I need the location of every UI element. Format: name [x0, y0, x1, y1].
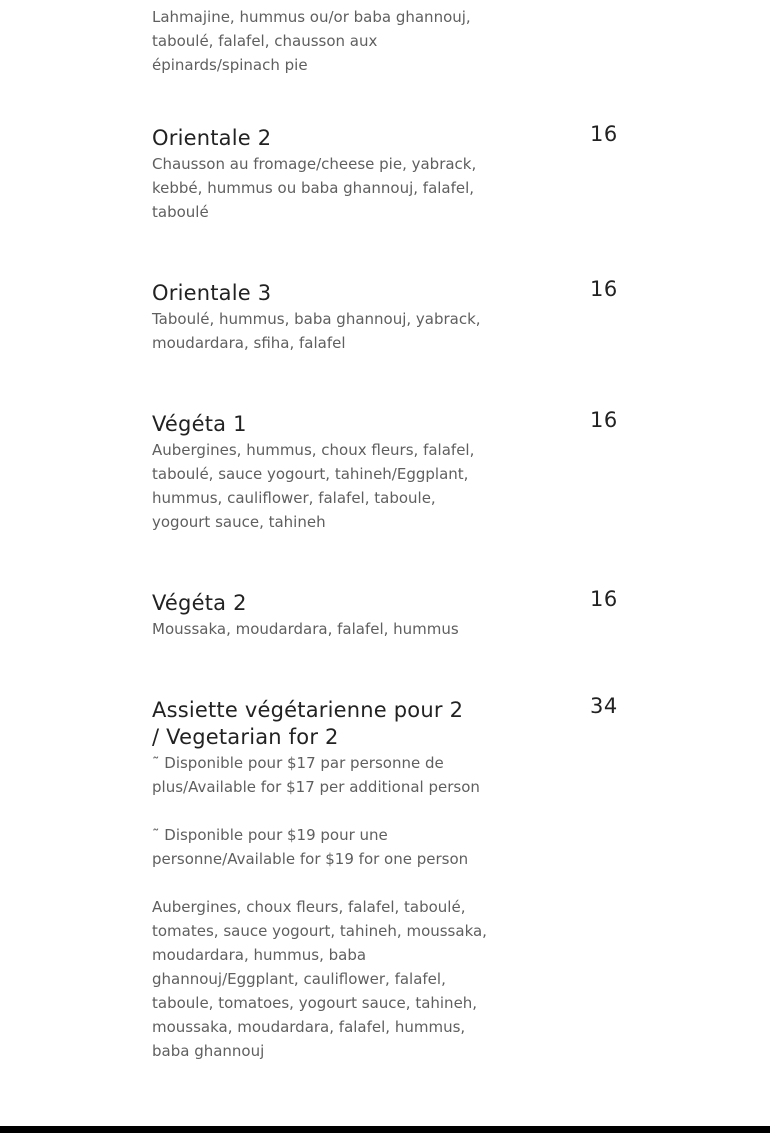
menu-item-description: Chausson au fromage/cheese pie, yabrack, kebbé, hummus ou baba ghannouj, falafel, taboulé: [152, 155, 477, 221]
menu-item-vegetarian-for-2: [152, 694, 622, 1063]
menu-item-description: Aubergines, choux fleurs, falafel, taboulé, tomates, sauce yogourt, tahineh, moussaka, moudardara, hummus, baba ghannouj/Eggplant, cauliflower, falafel, taboule, tomatoes, yogourt sauce, tahineh, moussaka, moudardara, falafel, hummus, baba ghannouj: [152, 898, 487, 1060]
menu-item-vegeta-2: [152, 587, 622, 641]
menu-item-price: 34: [590, 694, 618, 718]
menu-item-name: Orientale 3: [152, 281, 272, 305]
menu-item-name: Végéta 2: [152, 591, 247, 615]
menu-item-description: Lahmajine, hummus ou/or baba ghannouj, taboulé, falafel, chausson aux épinards/spinach pie: [152, 8, 471, 74]
menu-item-availability-note: ˜ Disponible pour $17 par personne de plus/Available for $17 per additional person: [152, 754, 480, 796]
menu-item-availability-note: ˜ Disponible pour $19 pour une personne/Available for $19 for one person: [152, 826, 469, 868]
menu-item-price: 16: [590, 122, 618, 146]
menu-item-price: 16: [590, 277, 618, 301]
footer-bar: [0, 1126, 770, 1133]
menu-item-orientale-2: [152, 122, 622, 224]
menu-item-vegeta-1: [152, 408, 622, 534]
menu-item-orientale-1: [152, 5, 622, 77]
menu-item-price: 16: [590, 587, 618, 611]
menu-item-price: 16: [590, 408, 618, 432]
menu-item-description: Aubergines, hummus, choux fleurs, falafel, taboulé, sauce yogourt, tahineh/Eggplant, hummus, cauliflower, falafel, taboule, yogourt sauce, tahineh: [152, 441, 475, 531]
menu-item-name: Assiette végétarienne pour 2 / Vegetarian for 2: [152, 698, 464, 749]
menu-item-description: Taboulé, hummus, baba ghannouj, yabrack, moudardara, sfiha, falafel: [152, 310, 481, 352]
menu-item-name: Végéta 1: [152, 412, 247, 436]
menu-item-name: Orientale 2: [152, 126, 272, 150]
menu-item-description: Moussaka, moudardara, falafel, hummus: [152, 620, 459, 638]
menu-item-orientale-3: [152, 277, 622, 355]
